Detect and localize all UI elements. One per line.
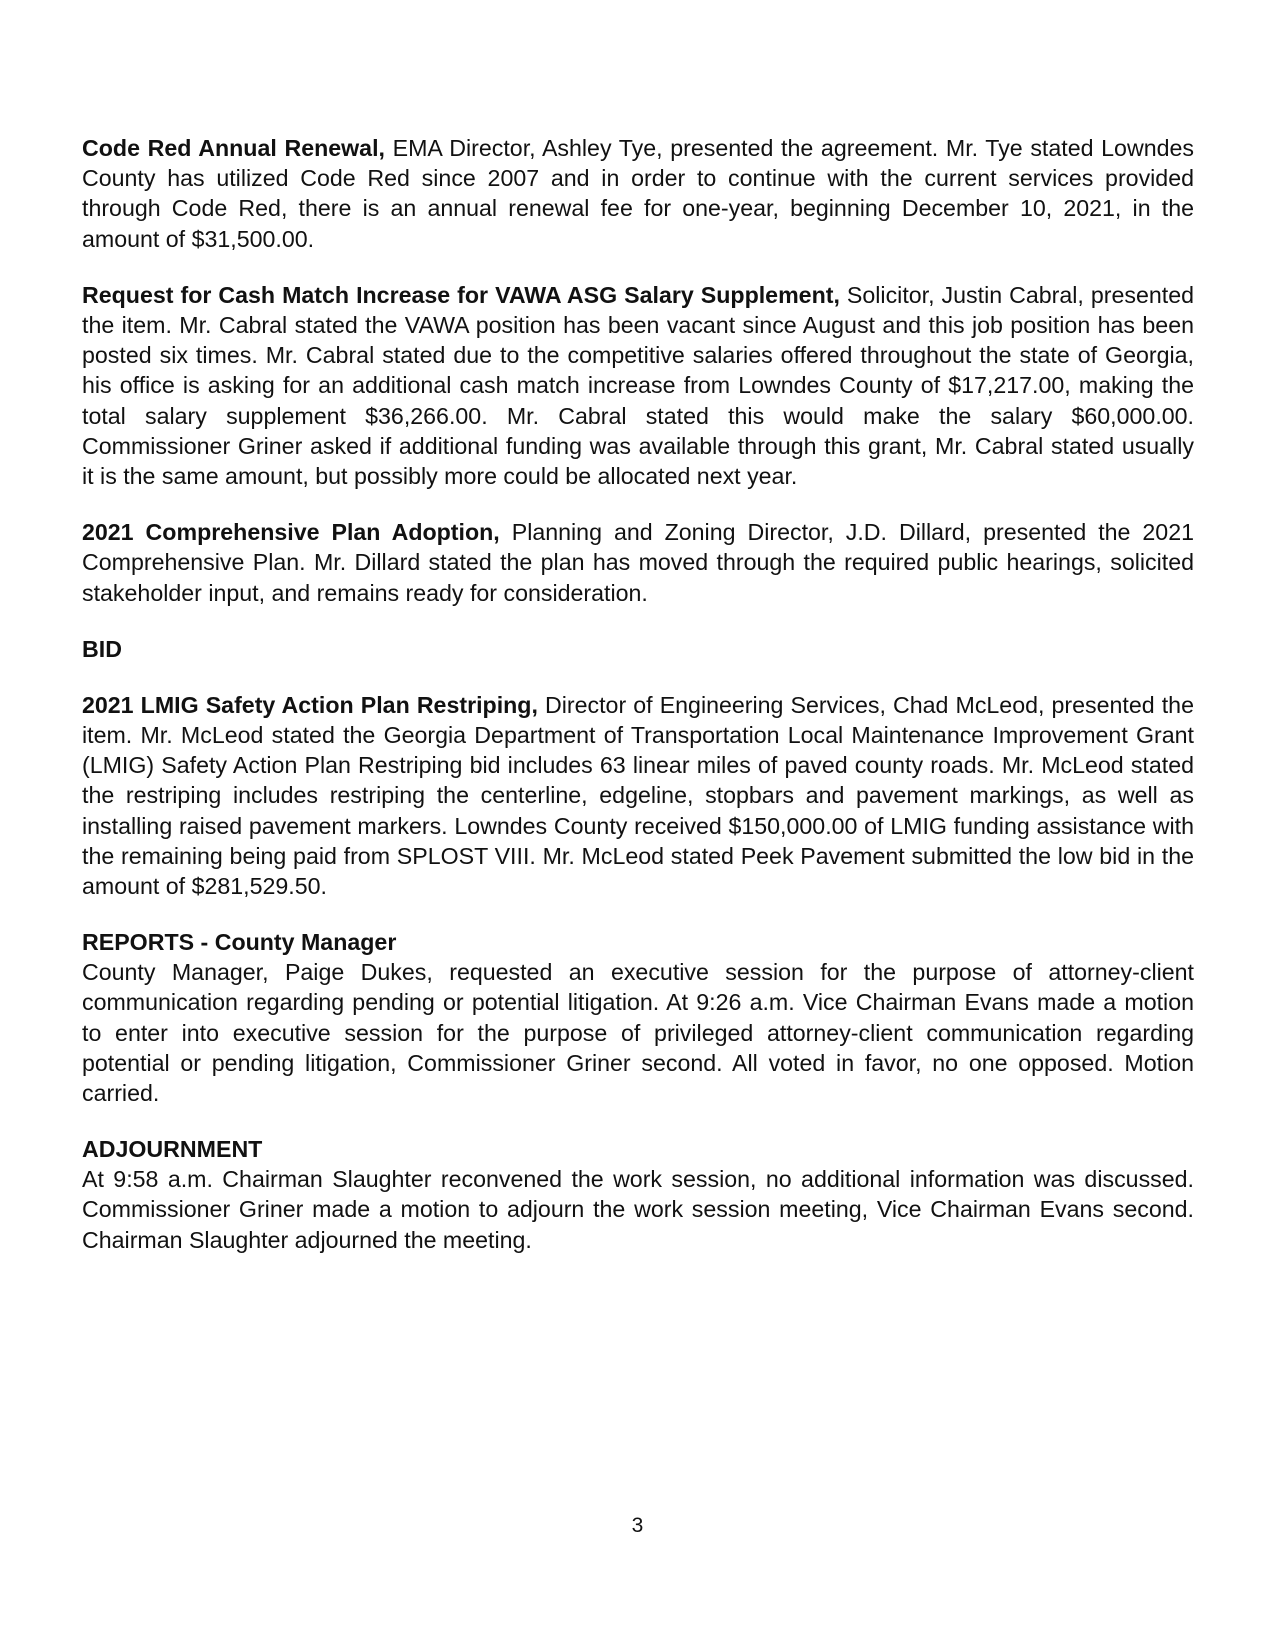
lmig-paragraph [82, 690, 1194, 901]
page-number: 3 [631, 1514, 644, 1537]
bid-heading: BID [82, 635, 122, 662]
reports-heading: REPORTS - County Manager [82, 929, 397, 956]
lmig-text: Director of Engineering Services, Chad McLeod, presented the item. Mr. McLeod stated the Georgia Department of Transportation Local Maintenance Improvement Grant (LMIG) Safety Action Plan Restriping bid includes 63 linear miles of paved county roads. Mr. McLeod stated the restriping includes restriping the centerline, edgeline, stopbars and pavement markings, as well as installing raised pavement markers. Lowndes County received $150,000.00 of LMIG funding assistance with the remaining being paid from SPLOST VIII. Mr. McLeod stated Peek Pavement submitted the low bid in the amount of $281,529.50. [82, 691, 1194, 900]
lmig-title: 2021 LMIG Safety Action Plan Restriping, [82, 691, 538, 718]
comp-plan-text: Planning and Zoning Director, J.D. Dillard, presented the 2021 Comprehensive Plan. Mr. Dillard stated the plan has moved through the required public hearings, solicited stakeholder input, and remains ready for consideration. [82, 519, 1194, 606]
vawa-title: Request for Cash Match Increase for VAWA ASG Salary Supplement, [82, 281, 840, 308]
reports-paragraph: County Manager, Paige Dukes, requested an executive session for the purpose of attorney-client communication regarding pending or potential litigation. At 9:26 a.m. Vice Chairman Evans made a motion to enter into executive session for the purpose of privileged attorney-client communication regarding potential or pending litigation, Commissioner Griner second. All voted in favor, no one opposed. Motion carried. [82, 959, 1194, 1107]
comp-plan-paragraph [82, 517, 1194, 608]
code-red-text: EMA Director, Ashley Tye, presented the agreement. Mr. Tye stated Lowndes County has utilized Code Red since 2007 and in order to continue with the current services provided through Code Red, there is an annual renewal fee for one-year, beginning December 10, 2021, in the amount of $31,500.00. [82, 135, 1194, 252]
vawa-paragraph [82, 280, 1194, 491]
adjournment-paragraph: At 9:58 a.m. Chairman Slaughter reconvened the work session, no additional information was discussed. Commissioner Griner made a motion to adjourn the work session meeting, Vice Chairman Evans second. Chairman Slaughter adjourned the meeting. [82, 1166, 1194, 1253]
code-red-paragraph [82, 133, 1194, 254]
vawa-text: Solicitor, Justin Cabral, presented the item. Mr. Cabral stated the VAWA position has been vacant since August and this job position has been posted six times. Mr. Cabral stated due to the competitive salaries offered throughout the state of Georgia, his office is asking for an additional cash match increase from Lowndes County of $17,217.00, making the total salary supplement $36,266.00. Mr. Cabral stated this would make the salary $60,000.00. Commissioner Griner asked if additional funding was available through this grant, Mr. Cabral stated usually it is the same amount, but possibly more could be allocated next year. [82, 281, 1194, 490]
document-page [82, 133, 1194, 1281]
comp-plan-title: 2021 Comprehensive Plan Adoption, [82, 519, 500, 546]
code-red-title: Code Red Annual Renewal, [82, 135, 385, 161]
adjournment-heading: ADJOURNMENT [82, 1136, 263, 1163]
